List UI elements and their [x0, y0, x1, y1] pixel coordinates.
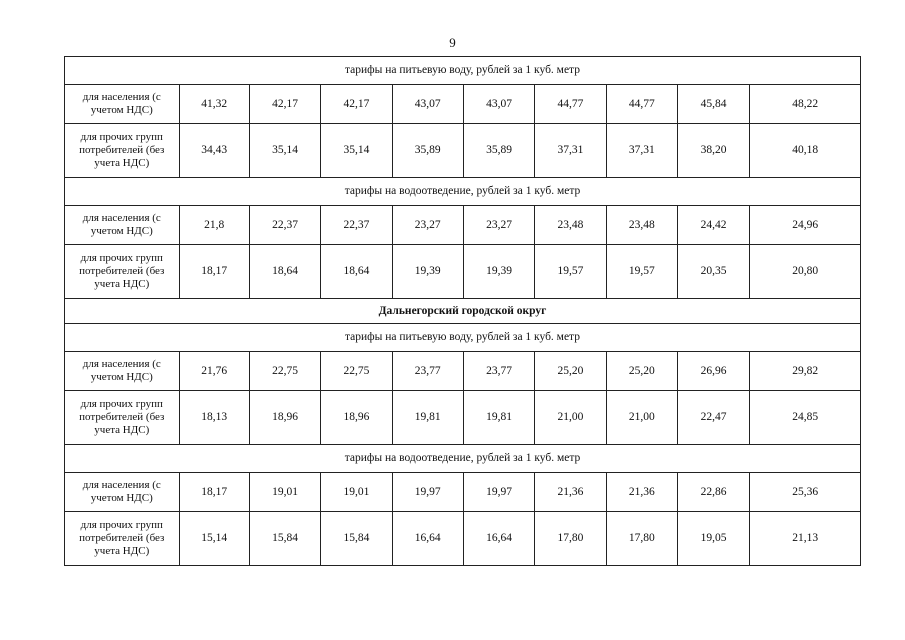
row-label: для населения (с учетом НДС): [65, 473, 180, 512]
tariff-cell: 19,39: [392, 245, 463, 299]
tariff-cell: 21,36: [535, 473, 606, 512]
tariff-cell: 19,01: [249, 473, 320, 512]
tariff-table: [64, 56, 861, 566]
tariff-cell: 23,27: [463, 206, 534, 245]
tariff-cell: 43,07: [392, 85, 463, 124]
tariff-cell: 41,32: [179, 85, 249, 124]
tariff-cell: 22,75: [321, 352, 392, 391]
table-row: [65, 245, 861, 299]
section-heading-row: [65, 178, 861, 206]
tariff-cell: 18,17: [179, 473, 249, 512]
tariff-cell: 15,84: [321, 512, 392, 566]
row-label: для прочих групп потребителей (без учета НДС): [65, 245, 180, 299]
tariff-cell: 18,64: [321, 245, 392, 299]
tariff-cell: 23,77: [463, 352, 534, 391]
tariff-cell: 17,80: [535, 512, 606, 566]
row-label: для населения (с учетом НДС): [65, 85, 180, 124]
tariff-cell: 21,00: [606, 391, 677, 445]
tariff-table-body: [65, 57, 861, 566]
tariff-cell: 21,76: [179, 352, 249, 391]
tariff-cell: 29,82: [750, 352, 861, 391]
tariff-cell: 34,43: [179, 124, 249, 178]
district-heading-row: [65, 299, 861, 324]
tariff-cell: 25,36: [750, 473, 861, 512]
tariff-cell: 44,77: [606, 85, 677, 124]
tariff-cell: 35,14: [321, 124, 392, 178]
section-heading: тарифы на водоотведение, рублей за 1 куб. метр: [65, 178, 861, 206]
tariff-cell: 18,17: [179, 245, 249, 299]
table-row: [65, 352, 861, 391]
tariff-cell: 38,20: [677, 124, 749, 178]
tariff-cell: 23,77: [392, 352, 463, 391]
tariff-cell: 44,77: [535, 85, 606, 124]
section-heading: тарифы на питьевую воду, рублей за 1 куб. метр: [65, 324, 861, 352]
tariff-cell: 21,00: [535, 391, 606, 445]
table-row: [65, 473, 861, 512]
row-label: для прочих групп потребителей (без учета НДС): [65, 391, 180, 445]
tariff-cell: 19,39: [463, 245, 534, 299]
tariff-cell: 22,75: [249, 352, 320, 391]
tariff-cell: 15,84: [249, 512, 320, 566]
tariff-cell: 22,86: [677, 473, 749, 512]
section-heading-row: [65, 324, 861, 352]
tariff-cell: 19,57: [535, 245, 606, 299]
tariff-cell: 21,13: [750, 512, 861, 566]
tariff-cell: 16,64: [392, 512, 463, 566]
tariff-cell: 22,37: [249, 206, 320, 245]
tariff-cell: 24,42: [677, 206, 749, 245]
table-row: [65, 391, 861, 445]
row-label: для прочих групп потребителей (без учета НДС): [65, 512, 180, 566]
tariff-cell: 18,96: [249, 391, 320, 445]
section-heading-row: [65, 57, 861, 85]
tariff-cell: 19,97: [463, 473, 534, 512]
tariff-cell: 23,27: [392, 206, 463, 245]
tariff-cell: 18,13: [179, 391, 249, 445]
table-row: [65, 124, 861, 178]
row-label: для прочих групп потребителей (без учета НДС): [65, 124, 180, 178]
tariff-cell: 35,14: [249, 124, 320, 178]
tariff-cell: 37,31: [606, 124, 677, 178]
tariff-cell: 42,17: [321, 85, 392, 124]
row-label: для населения (с учетом НДС): [65, 206, 180, 245]
tariff-cell: 35,89: [392, 124, 463, 178]
tariff-cell: 20,35: [677, 245, 749, 299]
tariff-cell: 43,07: [463, 85, 534, 124]
tariff-cell: 25,20: [535, 352, 606, 391]
tariff-cell: 23,48: [535, 206, 606, 245]
tariff-cell: 18,96: [321, 391, 392, 445]
tariff-cell: 18,64: [249, 245, 320, 299]
tariff-cell: 16,64: [463, 512, 534, 566]
tariff-cell: 35,89: [463, 124, 534, 178]
tariff-cell: 19,01: [321, 473, 392, 512]
tariff-cell: 22,37: [321, 206, 392, 245]
tariff-cell: 24,85: [750, 391, 861, 445]
section-heading: тарифы на питьевую воду, рублей за 1 куб. метр: [65, 57, 861, 85]
section-heading: тарифы на водоотведение, рублей за 1 куб. метр: [65, 445, 861, 473]
tariff-cell: 24,96: [750, 206, 861, 245]
table-row: [65, 85, 861, 124]
tariff-cell: 40,18: [750, 124, 861, 178]
page-number: 9: [449, 35, 456, 50]
tariff-cell: 22,47: [677, 391, 749, 445]
tariff-cell: 20,80: [750, 245, 861, 299]
tariff-cell: 25,20: [606, 352, 677, 391]
section-heading-row: [65, 445, 861, 473]
table-row: [65, 206, 861, 245]
tariff-cell: 26,96: [677, 352, 749, 391]
tariff-cell: 19,97: [392, 473, 463, 512]
tariff-cell: 19,81: [463, 391, 534, 445]
tariff-cell: 15,14: [179, 512, 249, 566]
table-row: [65, 512, 861, 566]
district-heading: Дальнегорский городской округ: [65, 299, 861, 324]
tariff-cell: 19,57: [606, 245, 677, 299]
tariff-cell: 19,81: [392, 391, 463, 445]
tariff-cell: 48,22: [750, 85, 861, 124]
tariff-cell: 19,05: [677, 512, 749, 566]
row-label: для населения (с учетом НДС): [65, 352, 180, 391]
tariff-cell: 21,8: [179, 206, 249, 245]
tariff-cell: 37,31: [535, 124, 606, 178]
tariff-cell: 45,84: [677, 85, 749, 124]
tariff-cell: 17,80: [606, 512, 677, 566]
tariff-cell: 23,48: [606, 206, 677, 245]
tariff-cell: 21,36: [606, 473, 677, 512]
tariff-cell: 42,17: [249, 85, 320, 124]
